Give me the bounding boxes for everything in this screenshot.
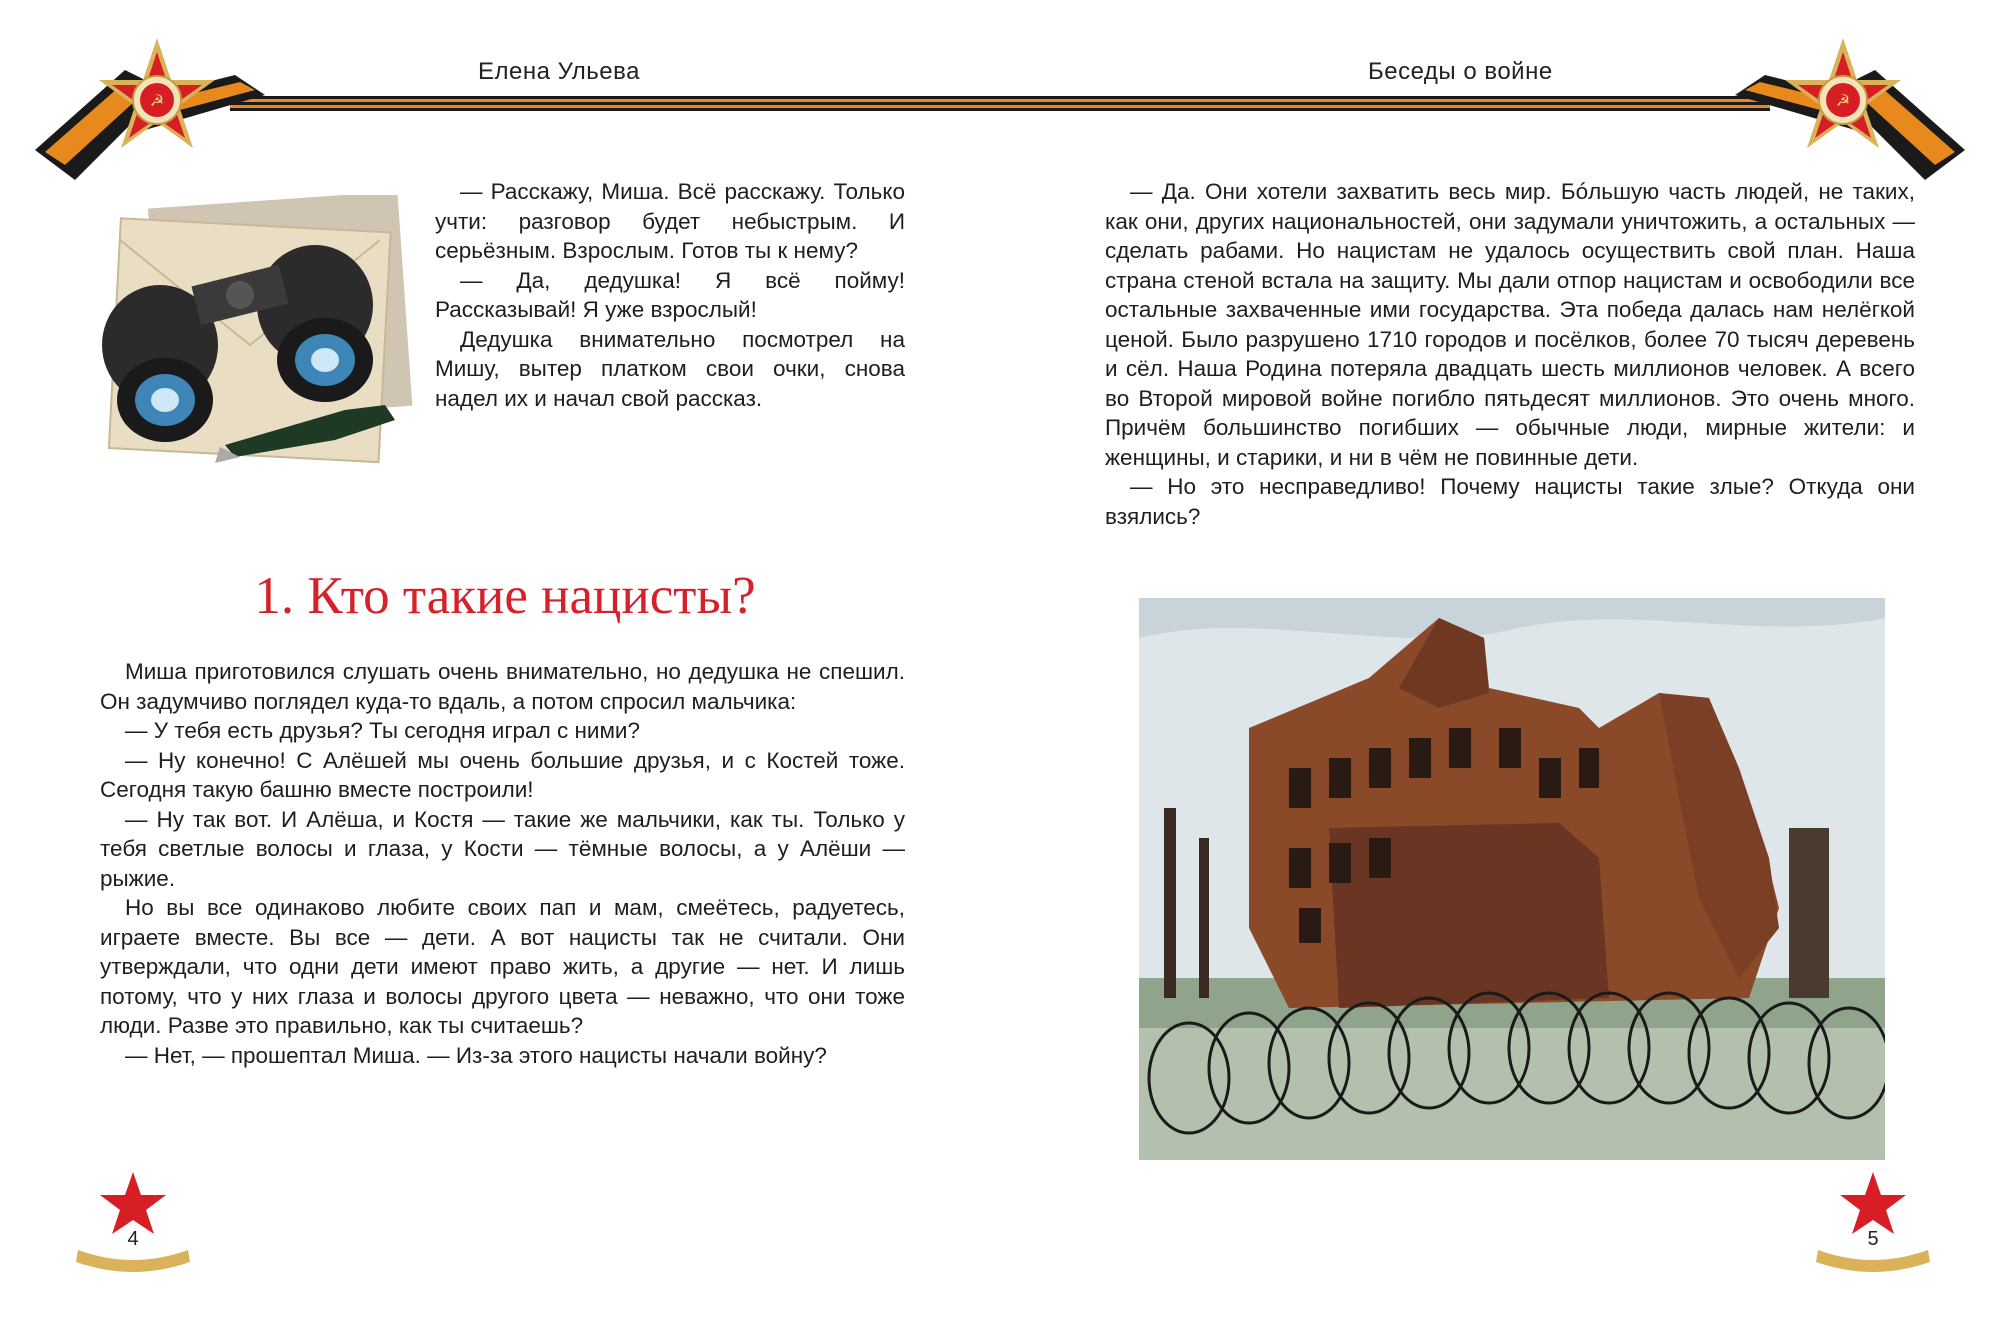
header-book-title: Беседы о войне bbox=[1368, 58, 1553, 85]
left-body-text bbox=[100, 657, 905, 1070]
order-emblem-left-icon bbox=[35, 30, 265, 180]
svg-text:☭: ☭ bbox=[1835, 91, 1851, 110]
intro-paragraph: — Расскажу, Миша. Всё расскажу. Только учти: разговор будет небыстрым. И серьёзным. Взрослым. Готов ты к нему? bbox=[435, 179, 905, 263]
star-laurel-icon bbox=[68, 1170, 198, 1275]
star-laurel-icon bbox=[1808, 1170, 1938, 1275]
page-number: 4 bbox=[127, 1228, 139, 1250]
intro-paragraph: — Да, дедушка! Я всё пойму! Рассказывай! Я уже взрослый! bbox=[435, 267, 905, 322]
body-paragraph: — Нет, — прошептал Миша. — Из-за этого нацисты начали войну? bbox=[125, 1042, 827, 1068]
intro-paragraph: Дедушка внимательно посмотрел на Мишу, вытер платком свои очки, снова надел их и начал свой рассказ. bbox=[435, 326, 905, 411]
header-author: Елена Ульева bbox=[478, 58, 640, 85]
svg-text:☭: ☭ bbox=[149, 91, 165, 110]
body-paragraph: Но вы все одинаково любите своих пап и мам, смеётесь, радуетесь, играете вместе. Вы все — дети. А вот нацисты так не считали. Они утверждали, что одни дети имеют право жить, а другие — нет. И лишь потому, что у них глаза и волосы другого цвета — неважно, что они тоже люди. Разве это правильно, как ты считаешь? bbox=[100, 895, 905, 1038]
ruined-building-illustration bbox=[1139, 598, 1885, 1160]
body-paragraph: — Ну конечно! С Алёшей мы очень большие друзья, и с Костей тоже. Сегодня такую башню вместе построили! bbox=[100, 747, 905, 802]
order-emblem-right-icon bbox=[1735, 30, 1965, 180]
body-paragraph: — Но это несправедливо! Почему нацисты такие злые? Откуда они взялись? bbox=[1105, 474, 1915, 529]
body-paragraph: — Да. Они хотели захватить весь мир. Бóльшую часть людей, не таких, как они, других национальностей, они задумали уничтожить, а остальных — сделать рабами. Но нацистам не удалось осуществить свой план. Наша страна стеной встала на защиту. Мы дали отпор нацистам и освободили все остальные захваченные ими государства. Эта победа далась нам нелёгкой ценой. Было разрушено 1710 городов и посёлков, более 70 тысяч деревень и сёл. Наша Родина потеряла двадцать шесть миллионов человек. А всего во Второй мировой войне погибло пятьдесят миллионов. Это очень много. Причём большинство погибших — обычные люди, мирные жители: и женщины, и старики, и ни в чём не повинные дети. bbox=[1105, 179, 1915, 470]
st-george-ribbon bbox=[230, 96, 1770, 112]
right-body-text bbox=[1105, 177, 1915, 531]
intro-text-block bbox=[435, 177, 905, 413]
chapter-title: 1. Кто такие нацисты? bbox=[254, 567, 756, 625]
body-paragraph: — У тебя есть друзья? Ты сегодня играл с ними? bbox=[125, 718, 640, 743]
page-number: 5 bbox=[1867, 1228, 1879, 1250]
body-paragraph: Миша приготовился слушать очень внимательно, но дедушка не спешил. Он задумчиво поглядел куда-то вдаль, а потом спросил мальчика: bbox=[100, 659, 905, 714]
page-number-badge-left bbox=[68, 1225, 198, 1330]
body-paragraph: — Ну так вот. И Алёша, и Костя — такие же мальчики, как ты. Только у тебя светлые волосы и глаза, у Кости — тёмные волосы, а у Алёши — рыжие. bbox=[100, 806, 905, 891]
page-number-badge-right bbox=[1808, 1225, 1938, 1330]
binoculars-illustration bbox=[85, 195, 415, 485]
